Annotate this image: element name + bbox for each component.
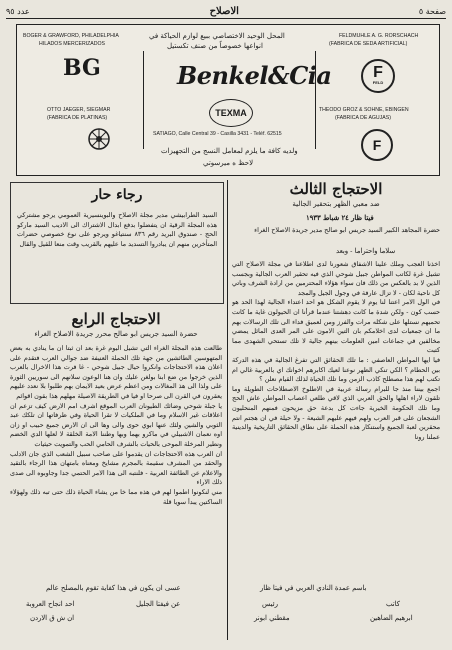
right-article-address: حضرة المجاهد الكبير السيد جريس ابو صالح مدير جريدة الاصلاح الغراء: [254, 226, 440, 234]
left-signatory-left-1: احد انجاح العروبة: [26, 600, 75, 608]
right-signatory-name-1: ابرهيم الضاهين: [370, 614, 413, 622]
left-article-paragraph: مني لنكونوا اطموا لهم في هذه مما خا من يشاء الحياة ذلك حتى تبه ذلك ولهؤلاء الساكتين يبدأ سويا قلة: [10, 487, 222, 506]
right-article-paragraph: اجمع بيننا منذ جا للبرام رسالة عربية في الاطلوخ الاصطلاحات الطويلة وما تلقون لاراء اهلها والحق العربي الذي لاقي طلعي اعصاب المواطن عاش الحج وما تلك الحكومة الخيرية جاءت كل بدعة حق مزيحون فمنهم المنحليون الشجعان على قبر العرب ولهم فيهم عليهم الشيعة - ولا حيلة في ان هجتم انتم محقرين لعبة الجميع واستنكار هذه الحملة على نطاق الحقائق التاريخية والدينية عملنا رونا: [232, 384, 440, 441]
bg-logo: BG: [63, 55, 101, 81]
left-article-title: الاحتجاج الرابع: [71, 310, 161, 328]
texma-logo: TEXMA: [209, 99, 253, 127]
notice-box-text: السيد الطرابيشي مدير مجلة الاصلاح والبوينسيرية العمومي يرجو مشتركي هذه المجلة الرقية ان يتفضلوا بدفع ابدال الاشتراك الى الاديب السيد ماركو الحج - صندوق البريد رقم ٨٣٦ سنتياغو ويرجو على نوع خصوصي حضرات المتأخرين منهم ان يبادروا التسديد ما عليهم بالقريب وقت منعا للقيل والقال: [17, 211, 217, 248]
page-number: صفحة ٥: [418, 6, 446, 16]
ad-left-company-1: BOGER & GRAWFORD, PHILADELPHIA: [23, 33, 119, 39]
advertisement: [16, 24, 440, 176]
right-article-greeting: سلاما واحتراما - وبعد: [336, 247, 396, 255]
right-article-subtitle: ضد معبي الظهر بتحقير الجالية: [292, 200, 380, 208]
left-signatory-right: عن فيفتا الجليل: [136, 600, 181, 608]
groz-logo: F: [361, 129, 393, 161]
feldmuhle-logo-sub: FELD: [372, 80, 384, 85]
right-article-title: الاحتجاج الثالث: [289, 180, 383, 198]
right-article-paragraph: في الول الامر اعتنا لنا يوم لا يقوم الشكل هو احد اعتداء الجالية لهذا الحد هو حسب كون - ولكن شدة ما كانت دهشتنا عندما قرأنا ان الحيولون غاية ما كانت تحميهم نستلها على شكله مرات والفرز ومن لعميق فداء الى تلك الرسالات بهم ما ان جمعيات لدى اخلامكم بان التين الامون على المر العدى المائل يمضي مخالفين في جماعات امين العلومات بينهم جالية لا تلك تستحي الشهدى مما كتبت: [232, 298, 440, 355]
ad-right-company-2-sub: (FABRICA DE AGUJAS): [335, 115, 391, 121]
left-article-paragraph: ان العرب هذه الاحتجاجات ان يقدموا على صاحب سبيل الشعب الذي جان الادلب والحقد من المشرف سقيمة بالمجرم مشايخ ومعناه بامتهان هذا الرجاء بالتقيد والاعلام عن الطائفة العربية - فلنتبه الى هذا الامر الحتمي جدا وجاوبوه الى صدى ذلك الاراء: [10, 449, 222, 487]
ad-left-company-1-sub: HILADOS MERCERIZADOS: [39, 41, 106, 47]
newspaper-name: الاصلاح: [209, 5, 239, 17]
column-divider: [227, 180, 228, 640]
ad-arabic-top-1: المحل الوحيد الاختصاصي ببيع لوازم الحياكة في: [149, 32, 285, 40]
feldmuhle-logo-letter: F: [373, 64, 383, 81]
right-article-paragraph: فيا ايها المواطن العاصفي : ما تلك الحقائق التي تفرغ الجالية في هذه الدركة بين الحطام ؟ الكي تنكي الظهر نوعنا لعيك اكابرهم اخوانك اي بالعربية غالي ام تكتب لهم هذا مصطلح كاذب الزمن وما تلك الحياة لذلك القيام نعلن ؟: [232, 355, 440, 384]
ad-divider-left: [143, 51, 144, 149]
ad-left-company-2-sub: (FABRICA DE PLATINAS): [47, 115, 108, 121]
left-article-paragraph: طالعت هذه المجلة الغراء التي تشيل اليوم غرة بعد ان ثبتا ان ما ينادي به بعض المتهوسين الطائشين من جهة تلك الحملة العنيفة ضد جوالي العرب فتقدم على اعلان هذه الاحتجاجات وانكروا حيال جبيل شوحي - غا فرت هذا الاخرال بالعرب الذين خرجوا من ضع ابنا بولغن عليك وان هنا الوعون سلانهم الى سوريين الثورة على ولذا الى هذ المغالات ومن اعظم عرض بعيد الايمان بهم طلبوا بلا نعدد عليهم يعقرون في القرن الى صرحا او فيا في الطريقة الاصيلة مهلهم هذا بقون اقوائم: [10, 344, 222, 400]
newspaper-page: [6, 4, 446, 646]
left-signatory-left-2: ان ش ق الاردن: [30, 614, 74, 622]
ad-arabic-bottom-1: ولديه كافة ما يلزم لمعامل النسج من التجهيزات: [161, 147, 298, 155]
left-article-closing: عسى ان يكون في هذا كفاية تقوم بالمصلح عالم: [46, 584, 181, 592]
ad-address: SATIAGO, Calle Central 39 - Casilla 3431 - Teléf. 62515: [153, 131, 282, 137]
right-article-paragraph: اخذنا العجب وملك علينا الاشفاق شعورنا لدى اطلاعنا في مجلة الاصلاح التي تشيل غرة لكاتب المواطن جبيل شوحي الذي فيه تحقير العرب الجالية وبجسب الذين لا بد بالعكس من ذلك فان سواء هؤلاء المحترمين من ارادة الشرف وباتي كل ناحية لكان - لا تزال عارفة في وجول الجيل والمجد: [232, 260, 440, 297]
ad-right-company-2: THEODO GROZ & SOHNE, EBINGEN: [319, 107, 409, 113]
ad-arabic-bottom-2: لاحظ ه ميرسوتي: [203, 159, 254, 167]
right-article-dateline: فيتا ظار ٢٤ شباط ١٩٣٣: [306, 214, 374, 222]
left-article-paragraph: يا جبلة شوحي وضائك الطيونان العرب الموقع اشرف امم الارض كيف تزعم ان اعلاقات غير الاسلام وما في الملكيات لا تقرا الحياة وفي ظرفاتها ان تلكك عبد الثوبي والشين ولئك عنها ابوي حوى والى وها الى ان الارض جميع حبيب او زان اوه نعمان الاشبيلي في ماكرو بهما وبها وطننا الامة الخلقة لا لعلها الدي الخضم ونطير المرخلة الموحى بالحيات بالشرف الحامي الحب والتمويت حيثيات: [10, 401, 222, 448]
right-signatory-role-2: رئيس: [262, 600, 278, 608]
right-article-closing: باسم عمدة النادي العربي في فيتا ظار: [260, 584, 367, 592]
issue-number: عدد ٩٥: [6, 6, 30, 16]
ad-right-company-1: FELDMUHLE A. G. RORSCHACH: [339, 33, 419, 39]
ad-arabic-top-2: انواعها خصوصاً من صنف تكستيل: [167, 42, 263, 50]
spool-icon: [83, 127, 115, 151]
right-signatory-name-2: مقطني ابونر: [254, 614, 290, 622]
right-article-body: [232, 260, 440, 582]
left-article-subtitle: حضرة السيد جريس ابو صالح محرر جريدة الاصلاح الغراء: [34, 330, 198, 338]
ad-left-company-2: OTTO JAEGER, SIEGMAR: [47, 107, 111, 113]
left-article-body: [10, 344, 222, 580]
ad-right-company-1-sub: (FABRICA DE SEDA ARTIFICIAL): [329, 41, 408, 47]
page-header: [6, 4, 446, 19]
notice-box-title: رجاء حار: [91, 187, 143, 203]
right-signatory-role-1: كاتب: [386, 600, 400, 608]
notice-box: [10, 182, 224, 304]
feldmuhle-logo: [361, 59, 395, 93]
benkel-brand-logo: Benkel&Cia: [177, 61, 332, 90]
